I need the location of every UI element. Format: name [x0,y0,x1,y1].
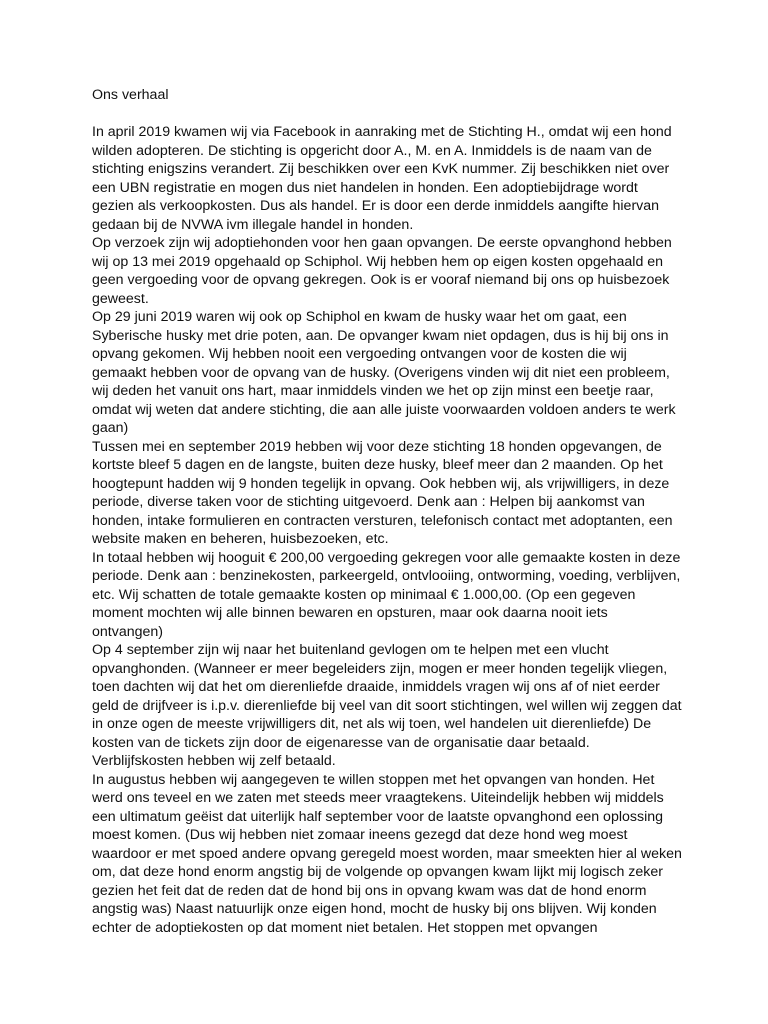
document-title: Ons verhaal [92,87,169,103]
paragraph-flight-abroad: Op 4 september zijn wij naar het buitenland gevlogen om te helpen met een vlucht opvanghonden. (Wanneer er meer begeleiders zijn, mogen er meer honden tegelijk vliegen, toen dachten wij dat het om dierenliefde draaide, inmiddels vragen wij ons af of niet eerder geld de drijfveer is i.p.v. dierenliefde bij veel van dit soort stichtingen, wel willen wij zeggen dat in onze ogen de meeste vrijwilligers dit, net als wij toen, wel handelen uit dierenliefde) De kosten van de tickets zijn door de eigenaresse van de organisatie daar betaald. Verblijfskosten hebben wij zelf betaald. [92,642,682,769]
paragraph-adoption-intro: In april 2019 kwamen wij via Facebook in aanraking met de Stichting H., omdat wij een hond wilden adopteren. De stichting is opgericht door A., M. en A. Inmiddels is de naam van de stichting enigszins verandert. Zij beschikken over een KvK nummer. Zij beschikken niet over een UBN registratie en mogen dus niet handelen in honden. Een adoptiebijdrage wordt gezien als verkoopkosten. Dus als handel. Er is door een derde inmiddels aangifte hiervan gedaan bij de NVWA ivm illegale handel in honden. [92,124,672,233]
paragraph-first-foster-dog: Op verzoek zijn wij adoptiehonden voor hen gaan opvangen. De eerste opvanghond hebben wij op 13 mei 2019 opgehaald op Schiphol. Wij hebben hem op eigen kosten opgehaald en geen vergoeding voor de opvang gekregen. Ook is er vooraf niemand bij ons op huisbezoek geweest. [92,235,672,307]
paragraph-costs: In totaal hebben wij hooguit € 200,00 vergoeding gekregen voor alle gemaakte kosten in deze periode. Denk aan : benzinekosten, parkeergeld, ontvlooiing, ontworming, voeding, verblijven, etc. Wij schatten de totale gemaakte kosten op minimaal € 1.000,00. (Op een gegeven moment mochten wij alle binnen bewaren en opsturen, maar ook daarna nooit iets ontvangen) [92,549,681,640]
paragraph-husky-arrival: Op 29 juni 2019 waren wij ook op Schiphol en kwam de husky waar het om gaat, een Syberische husky met drie poten, aan. De opvanger kwam niet opdagen, dus is hij bij ons in opvang gekomen. Wij hebben nooit een vergoeding ontvangen voor de kosten die wij gemaakt hebben voor de opvang van de husky. (Overigens vinden wij dit niet een probleem, wij deden het vanuit ons hart, maar inmiddels vinden we het op zijn minst een beetje raar, omdat wij weten dat andere stichting, die aan alle juiste voorwaarden voldoen anders te werk gaan) [92,309,676,436]
paragraph-stopping-fostering: In augustus hebben wij aangegeven te willen stoppen met het opvangen van honden. Het werd ons teveel en we zaten met steeds meer vraagtekens. Uiteindelijk hebben wij middels een ultimatum geëist dat uiterlijk half september voor de laatste opvanghond een oplossing moest komen. (Dus wij hebben niet zomaar ineens gezegd dat deze hond weg moest waardoor er met spoed andere opvang geregeld moest worden, maar smeekten hier al weken om, dat deze hond enorm angstig bij de volgende op opvangen kwam lijkt mij logisch zeker gezien het feit dat de reden dat de hond bij ons in opvang kwam was dat de hond enorm angstig was) Naast natuurlijk onze eigen hond, mocht de husky bij ons blijven. Wij konden echter de adoptiekosten op dat moment niet betalen. Het stoppen met opvangen [92,771,682,936]
document-body [92,86,682,937]
paragraph-foster-period: Tussen mei en september 2019 hebben wij voor deze stichting 18 honden opgevangen, de kortste bleef 5 dagen en de langste, buiten deze husky, bleef meer dan 2 maanden. Op het hoogtepunt hadden wij 9 honden tegelijk in opvang. Ook hebben wij, als vrijwilligers, in deze periode, diverse taken voor de stichting uitgevoerd. Denk aan : Helpen bij aankomst van honden, intake formulieren en contracten versturen, telefonisch contact met adoptanten, een website maken en beheren, huisbezoeken, etc. [92,438,673,547]
